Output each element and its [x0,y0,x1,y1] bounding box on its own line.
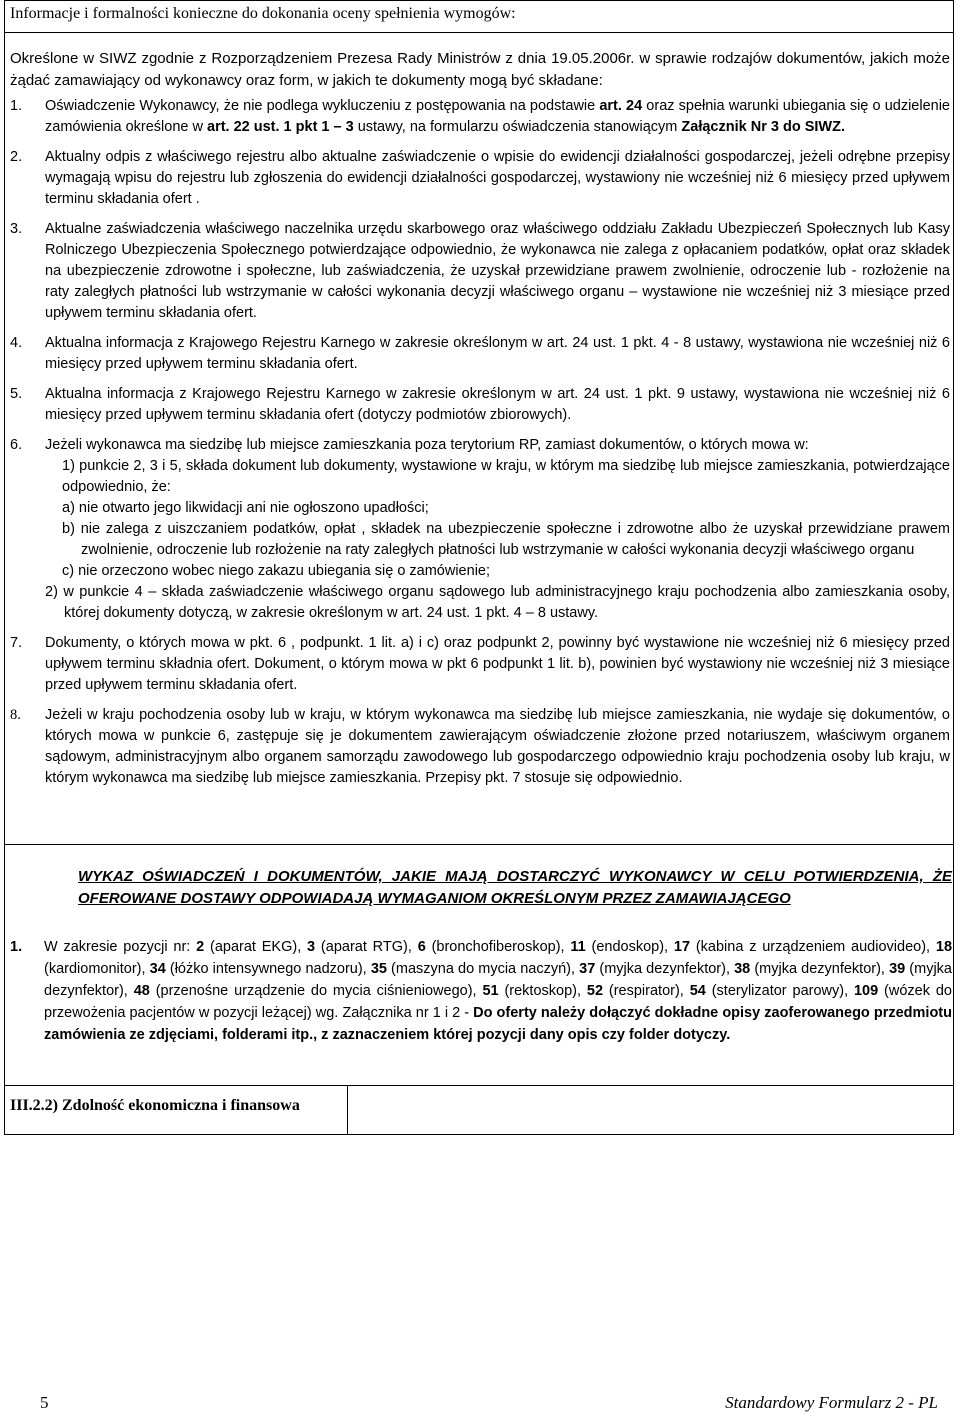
wykaz-text-segment: W zakresie pozycji nr: [44,939,197,955]
wykaz-item-text [10,936,952,1046]
item-number: 5. [10,386,23,402]
wykaz-text-bold: 37 [579,961,596,977]
item-text: Aktualna informacja z Krajowego Rejestru Karnego w zakresie określonym w art. 24 ust. 1 pkt. 4 - 8 ustawy, wystawiona nie wcześniej niż 6 miesięcy przed upływem terminu składania ofert. [45,335,950,372]
list-item [10,435,950,624]
item-text: oraz spełnia warunki ubiegania się o udzielenie zamówienia określone w [45,98,950,135]
list-item [10,96,950,138]
wykaz-text-bold: 11 [570,939,586,955]
wykaz-text-segment: (myjka dezynfektor), [750,961,890,977]
wykaz-text-segment: (rektoskop), [498,983,587,999]
wykaz-text-segment: (bronchofiberoskop), [425,939,571,955]
wykaz-text-bold: 17 [673,939,691,955]
item-text: Jeżeli wykonawca ma siedzibę lub miejsce zamieszkania poza terytorium RP, zamiast dokumentów, o których mowa w: [45,437,809,453]
wykaz-text-bold: 109 [853,983,879,999]
wykaz-text-segment: (aparat RTG), [315,939,418,955]
list-item [10,705,950,789]
list-item [10,219,950,324]
item-text: Jeżeli w kraju pochodzenia osoby lub w kraju, w którym wykonawca ma siedzibę lub miejsce zamieszkania, nie wydaje się dokumentów, o których mowa w punkcie 6, zastępuje się je dokumentem zawierającym oświadczenie złożone przed notariuszem, właściwym organem sądowym, administracyjnym albo organem samorządu zawodowego lub gospodarczego odpowiednio kraju pochodzenia osoby lub kraju, w którym wykonawca ma siedzibę lub miejsce zamieszkania. Przepisy pkt. 7 stosuje się odpowiednio. [45,707,950,786]
item-number: 8. [10,707,21,723]
wykaz-title: WYKAZ OŚWIADCZEŃ I DOKUMENTÓW, JAKIE MAJĄ DOSTARCZYĆ WYKONAWCY W CELU POTWIERDZENIA, ŻE OFEROWANE DOSTAWY ODPOWIADAJĄ WYMAGANIOM OKREŚLONYM PRZEZ ZAMAWIAJĄCEGO [78,868,952,907]
wykaz-text-segment: (łóżko intensywnego nadzoru), [165,961,371,977]
wykaz-text-bold: Do oferty należy dołączyć dokładne opisy zaoferowanego przedmiotu zamówienia ze zdjęciami, folderami itp., z zaznaczeniem której pozycji dany opis czy folder dotyczy. [44,1005,952,1043]
item-number: 2. [10,149,23,165]
form-name: Standardowy Formularz 2 - PL [725,1393,938,1412]
wykaz-text-segment: (respirator), [603,983,690,999]
item-number: 4. [10,335,23,351]
page-number: 5 [40,1393,49,1412]
wykaz-text-bold: 18 [935,939,953,955]
sub-item: b) nie zalega z uiszczaniem podatków, opłat , składek na ubezpieczenie społeczne i zdrowotne albo że uzyskał przewidziane prawem zwolnienie, odroczenie lub rozłożenie na raty zaległych płatności lub wstrzymanie w całości wykonania decyzji właściwego organu [62,521,950,558]
wykaz-text-segment: (kardiomonitor), [44,961,150,977]
item-text: Aktualny odpis z właściwego rejestru albo aktualne zaświadczenie o wpisie do ewidencji działalności gospodarczej, jeżeli odrębne przepisy wymagają wpisu do rejestru lub zgłoszenia do ewidencji działalności gospodarczej, wystawiony nie wcześniej niż 6 miesięcy przed upływem terminu składania ofert . [45,149,950,207]
item-number: 3. [10,221,23,237]
section-header: Informacje i formalności konieczne do dokonania oceny spełnienia wymogów: [10,5,516,22]
item-number: 1. [10,98,23,114]
item-text: Aktualne zaświadczenia właściwego naczelnika urzędu skarbowego oraz właściwego oddziału Zakładu Ubezpieczeń Społecznych lub Kasy Rolniczego Ubezpieczenia Społecznego potwierdzające odpowiednio, że wykonawca nie zalega z opłacaniem podatków, opłat oraz składek na ubezpieczenie zdrowotne i społeczne, lub zaświadczenia, że uzyskał przewidziane prawem zwolnienie, odroczenie lub - rozłożenie na raty zaległych płatności lub wstrzymanie w całości wykonania decyzji właściwego organu – wystawione nie wcześniej niż 3 miesiące przed upływem terminu składania ofert. [45,221,950,321]
list-item [10,633,950,696]
wykaz-text-segment: (aparat EKG), [204,939,308,955]
wykaz-text-bold: 52 [586,983,604,999]
sub-item: c) nie orzeczono wobec niego zakazu ubiegania się o zamówienie; [62,563,491,579]
sub-item: a) nie otwarto jego likwidacji ani nie ogłoszono upadłości; [62,500,429,516]
wykaz-text-bold: 51 [482,983,499,999]
wykaz-text-bold: 38 [734,961,751,977]
list-item [10,384,950,426]
section-label: III.2.2) Zdolność ekonomiczna i finansowa [10,1097,300,1114]
wykaz-text-bold: 35 [370,961,387,977]
item-number: 7. [10,635,23,651]
wykaz-text-segment: (maszyna do mycia naczyń), [386,961,580,977]
wykaz-text-bold: 3 [307,939,316,955]
wykaz-body [10,936,952,1046]
wykaz-text-segment: (sterylizator parowy), [705,983,854,999]
header-divider [4,32,954,33]
item-text-bold: Załącznik Nr 3 do SIWZ. [681,119,845,135]
intro-paragraph: Określone w SIWZ zgodnie z Rozporządzeniem Prezesa Rady Ministrów z dnia 19.05.2006r. w sprawie rodzajów dokumentów, jakich może żądać zamawiający od wykonawcy oraz form, w jakich te dokumenty mogą być składane: [10,50,950,89]
wykaz-item-number: 1. [10,939,23,955]
wykaz-text-bold: 48 [133,983,150,999]
wykaz-text-segment: (myjka dezynfektor), [44,961,952,999]
item-text: Oświadczenie Wykonawcy, że nie podlega wykluczeniu z postępowania na podstawie [45,98,600,114]
item-text-bold: art. 24 [599,98,643,114]
item-number: 6. [10,437,23,453]
wykaz-text-bold: 54 [689,983,706,999]
wykaz-text-bold: 2 [196,939,205,955]
list-item [10,333,950,375]
wykaz-text-bold: 34 [149,961,166,977]
wykaz-text-segment: (kabina z urządzeniem audiovideo), [690,939,936,955]
wykaz-text-bold: 39 [889,961,906,977]
sub-item: 2) w punkcie 4 – składa zaświadczenie właściwego organu sądowego lub administracyjnego kraju pochodzenia albo zamieszkania osoby, której dokumenty dotyczą, w zakresie określonym w art. 24 ust. 1 pkt. 4 – 8 ustawy. [45,584,950,621]
wykaz-text-segment: (wózek do przewożenia pacjentów w pozycji leżącej) wg. Załącznika nr 1 i 2 - [44,983,952,1021]
section-divider [4,844,954,845]
wykaz-text-segment: (myjka dezynfektor), [595,961,735,977]
requirements-list [10,96,950,798]
item-text: Dokumenty, o których mowa w pkt. 6 , podpunkt. 1 lit. a) i c) oraz podpunkt 2, powinny być wystawione nie wcześniej niż 6 miesięcy przed upływem terminu składnia ofert. Dokument, o którym mowa w pkt 6 podpunkt 1 lit. b), powinien być wystawiony nie wcześniej niż 3 miesiące przed upływem terminu składania ofert. [45,635,950,693]
list-item [10,147,950,210]
item-text: ustawy, na formularzu oświadczenia stanowiącym [353,119,682,135]
item-text: Aktualna informacja z Krajowego Rejestru Karnego w zakresie określonym w art. 24 ust. 1 pkt. 9 ustawy, wystawiona nie wcześniej niż 6 miesięcy przed upływem terminu składania ofert (dotyczy podmiotów zbiorowych). [45,386,950,423]
wykaz-text-segment: (endoskop), [585,939,674,955]
sub-item: 1) punkcie 2, 3 i 5, składa dokument lub dokumenty, wystawione w kraju, w którym ma siedzibę lub miejsce zamieszkania, potwierdzające odpowiednio, że: [62,458,950,495]
wykaz-text-segment: (przenośne urządzenie do mycia ciśnieniowego), [149,983,483,999]
wykaz-text-bold: 6 [417,939,426,955]
item-text-bold: art. 22 ust. 1 pkt 1 – 3 [207,119,354,135]
